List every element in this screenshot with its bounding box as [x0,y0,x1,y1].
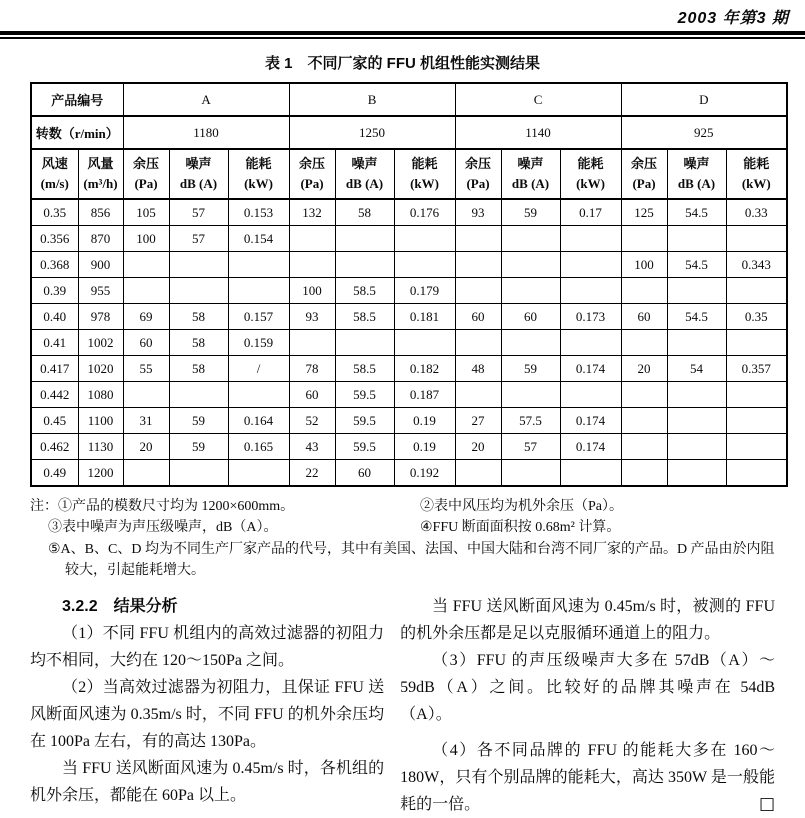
note-2: ②表中风压均为机外余压（Pa）。 [420,499,623,514]
column-header: 噪声 dB (A) [169,149,228,199]
table-cell: 59 [501,356,560,382]
table-cell [394,226,455,252]
table-cell [726,330,787,356]
table-cell: 60 [289,382,335,408]
table-cell: 132 [289,199,335,226]
table-cell [169,278,228,304]
paragraph: （3）FFU 的声压级噪声大多在 57dB（A）～ 59dB（A）之间。比较好的品牌其噪声在 54dB（A）。 [400,652,775,724]
table-cell: 0.187 [394,382,455,408]
table-cell: 0.165 [228,434,289,460]
table-cell [726,460,787,487]
table-cell: 57 [169,199,228,226]
table-cell: 0.41 [31,330,78,356]
table-cell: 0.417 [31,356,78,382]
table-cell: 69 [123,304,169,330]
table-cell: 105 [123,199,169,226]
product-b: B [289,83,455,116]
table-cell: 57.5 [501,408,560,434]
table-cell: 0.343 [726,252,787,278]
table-cell [667,382,726,408]
paragraph [400,737,775,818]
table-cell: 27 [455,408,501,434]
table-cell: 54.5 [667,252,726,278]
table-cell [667,434,726,460]
table-cell: 870 [78,226,123,252]
column-header: 能耗 (kW) [560,149,621,199]
right-column [400,593,775,818]
table-cell: 0.19 [394,434,455,460]
top-rule-thick [0,31,805,35]
paragraph-text: （4）各不同品牌的 FFU 的能耗大多在 160～180W，只有个别品牌的能耗大，高达 350W 是一般能耗的一倍。 [400,742,775,814]
table-cell: 60 [621,304,667,330]
table-cell [560,252,621,278]
table-notes [30,496,787,581]
table-cell: / [228,356,289,382]
note-line-2 [30,517,787,538]
table-cell: 100 [123,226,169,252]
product-header-row [31,83,787,116]
note-3: ③表中噪声为声压级噪声，dB（A）。 [48,520,278,535]
table-row [31,382,787,408]
table-cell [123,278,169,304]
table-cell: 58 [169,304,228,330]
table-cell [726,434,787,460]
table-cell [123,382,169,408]
rpm-value-a: 1180 [123,116,289,149]
table-cell [455,382,501,408]
table-cell: 0.174 [560,408,621,434]
table-cell: 59 [501,199,560,226]
table-cell: 59 [169,408,228,434]
table-row [31,252,787,278]
column-header-row [31,149,787,199]
note-1: ①产品的模数尺寸均为 1200×600mm。 [58,499,295,514]
paragraph: 当 FFU 送风断面风速为 0.45m/s 时，被测的 FFU 的机外余压都是足以克服循环通道上的阻力。 [400,598,775,643]
table-cell: 100 [289,278,335,304]
table-cell: 856 [78,199,123,226]
column-header: 能耗 (kW) [726,149,787,199]
table-cell: 59.5 [335,434,394,460]
paragraph: （2）当高效过滤器为初阻力，且保证 FFU 送风断面风速为 0.35m/s 时，不同 FFU 的机外余压均在 100Pa 左右，有的高达 130Pa。 [30,679,385,751]
left-column [30,593,384,818]
table-cell [667,408,726,434]
table-body [31,199,787,486]
air-volume-header: 风量 (m³/h) [78,149,123,199]
column-header: 能耗 (kW) [228,149,289,199]
product-a: A [123,83,289,116]
table-cell: 0.19 [394,408,455,434]
table-cell: 0.174 [560,434,621,460]
table-cell [501,382,560,408]
table-cell [667,278,726,304]
table-cell [394,252,455,278]
table-cell: 0.33 [726,199,787,226]
table-cell [455,226,501,252]
table-cell: 955 [78,278,123,304]
table-cell: 0.442 [31,382,78,408]
table-cell [455,252,501,278]
column-header: 噪声 dB (A) [667,149,726,199]
table-cell: 1200 [78,460,123,487]
table-cell [667,460,726,487]
paragraph: 当 FFU 送风断面风速为 0.45m/s 时，各机组的机外余压，都能在 60Pa 以上。 [30,760,385,805]
table-cell: 93 [455,199,501,226]
table-cell: 59.5 [335,382,394,408]
table-row [31,434,787,460]
table-cell [621,382,667,408]
table-cell: 59.5 [335,408,394,434]
paragraph: （1）不同 FFU 机组内的高效过滤器的初阻力均不相同，大约在 120～150Pa 之间。 [30,625,385,670]
table-cell: 22 [289,460,335,487]
table-cell: 0.356 [31,226,78,252]
table-cell: 31 [123,408,169,434]
table-cell [667,226,726,252]
top-rule-thin [0,37,805,39]
column-header: 噪声 dB (A) [501,149,560,199]
table-cell: 54 [667,356,726,382]
table-cell: 0.192 [394,460,455,487]
column-header: 噪声 dB (A) [335,149,394,199]
table-row [31,460,787,487]
table-cell [289,252,335,278]
table-cell: 48 [455,356,501,382]
table-cell: 0.173 [560,304,621,330]
table-cell [228,252,289,278]
table-cell: 1100 [78,408,123,434]
journal-issue: 2003 年第3 期 [677,10,789,27]
table-row [31,356,787,382]
table-cell [455,460,501,487]
table-cell: 1080 [78,382,123,408]
table-cell: 58 [169,356,228,382]
table-cell [335,252,394,278]
table-cell [123,460,169,487]
table-cell: 58 [335,199,394,226]
table-cell: 100 [621,252,667,278]
table-cell [621,434,667,460]
product-c: C [455,83,621,116]
table-cell: 0.159 [228,330,289,356]
table-cell: 0.368 [31,252,78,278]
table-cell: 93 [289,304,335,330]
table-cell: 58.5 [335,278,394,304]
table-cell [289,330,335,356]
table-row [31,226,787,252]
table-cell: 57 [169,226,228,252]
table-cell: 60 [455,304,501,330]
table-cell: 58 [169,330,228,356]
table-cell [667,330,726,356]
column-header: 余压 (Pa) [289,149,335,199]
table-cell: 60 [335,460,394,487]
note-4: ④FFU 断面面积按 0.68m² 计算。 [420,520,621,535]
table-cell [501,330,560,356]
product-label: 产品编号 [31,83,123,116]
table-cell: 43 [289,434,335,460]
table-cell: 0.357 [726,356,787,382]
table-cell: 0.462 [31,434,78,460]
note-line-1 [30,496,787,517]
table-cell [501,278,560,304]
table-cell [501,252,560,278]
table-row [31,199,787,226]
table-cell [726,408,787,434]
table-cell: 0.154 [228,226,289,252]
rpm-value-c: 1140 [455,116,621,149]
table-title: 表 1 不同厂家的 FFU 机组性能实测结果 [264,55,540,72]
table-cell [621,408,667,434]
table-cell: 1130 [78,434,123,460]
table-cell: 58.5 [335,304,394,330]
rpm-value-b: 1250 [289,116,455,149]
table-cell [455,278,501,304]
table-cell [726,382,787,408]
table-cell [123,252,169,278]
rpm-value-d: 925 [621,116,787,149]
table-cell: 0.35 [726,304,787,330]
rpm-label: 转数（r/min） [31,116,123,149]
table-cell [455,330,501,356]
table-cell [228,278,289,304]
table-cell: 54.5 [667,199,726,226]
table-cell: 0.181 [394,304,455,330]
table-cell: 0.176 [394,199,455,226]
notes-prefix: 注： [30,499,58,514]
product-d: D [621,83,787,116]
table-cell: 0.174 [560,356,621,382]
table-cell: 20 [621,356,667,382]
table-cell: 20 [123,434,169,460]
table-cell [289,226,335,252]
table-cell: 0.17 [560,199,621,226]
table-cell: 0.35 [31,199,78,226]
table-cell: 58.5 [335,356,394,382]
table-cell [169,252,228,278]
table-cell: 0.40 [31,304,78,330]
table-cell: 1002 [78,330,123,356]
table-cell [621,278,667,304]
table-cell [621,460,667,487]
table-cell [394,330,455,356]
table-cell: 0.157 [228,304,289,330]
body-text [30,593,775,818]
table-cell: 978 [78,304,123,330]
table-cell [228,460,289,487]
table-cell [169,382,228,408]
table-cell [560,382,621,408]
table-cell: 0.164 [228,408,289,434]
performance-table [30,82,788,487]
table-row [31,304,787,330]
table-cell [726,226,787,252]
table-row [31,278,787,304]
table-cell: 1020 [78,356,123,382]
table-cell [169,460,228,487]
table-cell: 60 [501,304,560,330]
column-header: 余压 (Pa) [123,149,169,199]
table-cell: 20 [455,434,501,460]
table-cell [560,460,621,487]
table-cell [726,278,787,304]
table-cell: 59 [169,434,228,460]
table-cell: 0.39 [31,278,78,304]
table-cell [501,460,560,487]
table-cell [335,226,394,252]
table-cell: 60 [123,330,169,356]
column-header: 能耗 (kW) [394,149,455,199]
table-cell: 0.153 [228,199,289,226]
column-header: 余压 (Pa) [621,149,667,199]
table-cell [560,226,621,252]
table-cell [621,226,667,252]
table-row [31,408,787,434]
table-cell: 54.5 [667,304,726,330]
section-heading: 3.2.2 结果分析 [62,598,178,615]
table-cell: 900 [78,252,123,278]
table-cell [228,382,289,408]
table-row [31,330,787,356]
table-cell [560,330,621,356]
note-5: ⑤A、B、C、D 均为不同生产厂家产品的代号，其中有美国、法国、中国大陆和台湾不同厂家的产品。D 产品由於内阻较大，引起能耗增大。 [48,542,775,578]
table-cell: 52 [289,408,335,434]
wind-speed-header: 风速 (m/s) [31,149,78,199]
table-cell: 0.45 [31,408,78,434]
table-cell: 0.182 [394,356,455,382]
table-cell [621,330,667,356]
table-cell: 0.49 [31,460,78,487]
table-cell: 78 [289,356,335,382]
table-cell: 55 [123,356,169,382]
end-of-article-mark: □ [758,794,775,815]
column-header: 余压 (Pa) [455,149,501,199]
table-cell [560,278,621,304]
table-cell: 125 [621,199,667,226]
table-cell [501,226,560,252]
rpm-header-row [31,116,787,149]
table-cell: 57 [501,434,560,460]
table-cell [335,330,394,356]
table-cell: 0.179 [394,278,455,304]
